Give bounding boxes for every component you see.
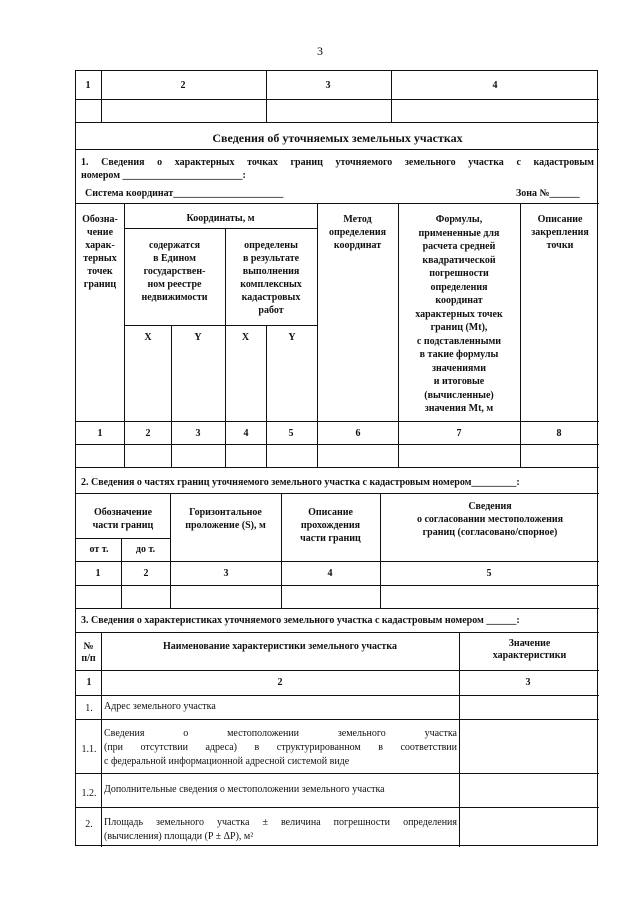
s2-heading: 2. Сведения о частях границ уточняемого земельного участка с кадастровым номером_________: bbox=[81, 477, 520, 488]
col-agreement: о согласовании местоположения bbox=[416, 514, 564, 525]
col-egrn: ном реестре bbox=[147, 279, 202, 290]
col-formulas: (вычисленные) bbox=[424, 389, 494, 401]
y-header: Y bbox=[288, 332, 296, 343]
cell-border bbox=[281, 493, 282, 608]
column-number: 5 bbox=[288, 428, 294, 439]
top-table-bottom bbox=[76, 122, 599, 123]
y-header: Y bbox=[194, 332, 202, 343]
page-number: 3 bbox=[317, 44, 323, 58]
col-complex-works: кадастровых bbox=[241, 292, 301, 303]
characteristic-text: Сведения о местоположении земельного участка bbox=[104, 728, 457, 739]
column-number: 1 bbox=[95, 568, 101, 579]
col-fixing: Описание bbox=[537, 214, 583, 225]
top-table-col-border bbox=[266, 71, 267, 122]
s2-nums-bottom bbox=[76, 585, 599, 586]
zone-field: Зона №______ bbox=[516, 188, 580, 199]
col-designation: чение bbox=[86, 227, 114, 238]
col-method: координат bbox=[333, 240, 382, 251]
col-characteristic-name: Наименование характеристики земельного участка bbox=[163, 641, 397, 652]
column-number: 1 bbox=[97, 428, 103, 439]
s3-row-border bbox=[76, 719, 599, 720]
col-agreement: Сведения bbox=[468, 501, 512, 512]
s3-heading: 3. Сведения о характеристиках уточняемого земельного участка с кадастровым номером ______: bbox=[81, 615, 520, 626]
col-passage: прохождения bbox=[300, 520, 361, 531]
coords-subheader-bottom bbox=[124, 325, 317, 326]
col-boundary-parts: Обозначение bbox=[93, 507, 153, 518]
s3-row-border bbox=[76, 807, 599, 808]
characteristic-text: Адрес земельного участка bbox=[104, 701, 216, 712]
col-designation: терных bbox=[83, 253, 117, 264]
col-formulas: и итоговые bbox=[433, 376, 485, 387]
row-number: 1.2. bbox=[81, 788, 97, 799]
top-table-divider bbox=[76, 99, 599, 100]
top-table-col-border bbox=[391, 71, 392, 122]
s1-nums-bottom bbox=[76, 444, 599, 445]
col-from-point: от т. bbox=[89, 544, 109, 555]
col-formulas: погрешности bbox=[429, 268, 489, 279]
col-egrn: в Едином bbox=[153, 253, 196, 264]
column-number: 4 bbox=[492, 80, 498, 91]
top-table-col-border bbox=[101, 71, 102, 122]
col-formulas: в такие формулы bbox=[419, 349, 499, 360]
col-formulas: расчета средней bbox=[422, 241, 496, 252]
col-item-number: № bbox=[83, 641, 94, 652]
row-number: 2. bbox=[85, 819, 93, 830]
column-number: 4 bbox=[327, 568, 333, 579]
row-number: 1. bbox=[85, 703, 93, 714]
col-characteristic-value: Значение bbox=[508, 638, 551, 649]
s2-header-bottom bbox=[76, 561, 599, 562]
s2-table-bottom bbox=[76, 608, 599, 609]
column-number: 2 bbox=[277, 677, 283, 688]
col-formulas: значениями bbox=[432, 362, 486, 374]
form-frame bbox=[75, 70, 598, 846]
cell-border bbox=[170, 493, 171, 608]
coords-header-bottom bbox=[124, 228, 317, 229]
column-number: 3 bbox=[223, 568, 229, 579]
column-number: 3 bbox=[525, 677, 531, 688]
col-formulas: координат bbox=[435, 295, 483, 306]
s1-heading: 1. Сведения о характерных точках границ уточняемого земельного участка с кадастровым bbox=[81, 157, 594, 168]
s2-table-top bbox=[76, 493, 599, 494]
parts-header-divider bbox=[76, 538, 170, 539]
col-egrn: недвижимости bbox=[141, 292, 208, 303]
column-number: 2 bbox=[180, 80, 186, 91]
col-designation: точек bbox=[87, 266, 113, 277]
col-complex-works: определены bbox=[244, 240, 298, 251]
cell-border bbox=[520, 203, 521, 467]
col-method: Метод bbox=[343, 214, 372, 225]
section-title-bottom bbox=[76, 149, 599, 150]
cell-border bbox=[398, 203, 399, 467]
cell-border bbox=[171, 325, 172, 467]
col-formulas: границ (Mt), bbox=[430, 322, 488, 333]
s3-row-border bbox=[76, 773, 599, 774]
characteristic-text: (при отсутствии адреса) в структурированном в соответствии bbox=[104, 742, 457, 753]
s3-header-bottom bbox=[76, 670, 599, 671]
col-formulas: с подставленными bbox=[416, 335, 502, 347]
coord-system-field: Система координат______________________ bbox=[85, 188, 284, 199]
column-number: 8 bbox=[556, 428, 562, 439]
col-boundary-parts: части границ bbox=[92, 520, 154, 531]
col-complex-works: работ bbox=[258, 305, 284, 316]
cell-border bbox=[124, 203, 125, 467]
column-number: 5 bbox=[486, 568, 492, 579]
col-to-point: до т. bbox=[135, 544, 156, 555]
column-number: 3 bbox=[325, 80, 331, 91]
column-number: 2 bbox=[143, 568, 149, 579]
cell-border bbox=[459, 632, 460, 847]
column-number: 1 bbox=[86, 677, 92, 688]
col-formulas: значения Mt, м bbox=[424, 403, 494, 414]
x-header: X bbox=[144, 332, 152, 343]
row-number: 1.1. bbox=[81, 744, 97, 755]
col-method: определения bbox=[328, 227, 387, 238]
col-fixing: точки bbox=[546, 240, 574, 251]
col-passage: части границ bbox=[300, 533, 361, 544]
col-characteristic-value: характеристики bbox=[492, 650, 567, 661]
col-formulas: примененные для bbox=[418, 227, 500, 239]
s3-table-top bbox=[76, 632, 599, 633]
column-number: 3 bbox=[195, 428, 201, 439]
col-formulas: характерных точек bbox=[415, 308, 503, 320]
column-number: 4 bbox=[243, 428, 249, 439]
col-complex-works: выполнения bbox=[242, 266, 300, 277]
col-designation: харак- bbox=[85, 240, 115, 251]
col-complex-works: в результате bbox=[242, 253, 300, 264]
characteristic-text: Площадь земельного участка ± величина погрешности определения bbox=[104, 817, 457, 828]
s3-nums-bottom bbox=[76, 695, 599, 696]
col-item-number: п/п bbox=[81, 653, 96, 664]
s1-heading-cadastral: номером ________________________: bbox=[81, 170, 246, 181]
col-formulas: определения bbox=[430, 281, 488, 293]
cell-border bbox=[266, 325, 267, 467]
characteristic-text: (вычисления) площади (P ± ΔP), м² bbox=[104, 831, 254, 842]
column-number: 2 bbox=[145, 428, 151, 439]
s1-table-bottom bbox=[76, 467, 599, 468]
col-coordinates: Координаты, м bbox=[186, 213, 255, 224]
characteristic-text: Дополнительные сведения о местоположении земельного участка bbox=[104, 784, 385, 795]
x-header: X bbox=[241, 332, 250, 343]
cell-border bbox=[101, 632, 102, 847]
col-egrn: содержатся bbox=[148, 240, 201, 251]
cell-border bbox=[317, 203, 318, 467]
col-agreement: границ (согласовано/спорное) bbox=[422, 527, 558, 538]
cell-border bbox=[380, 493, 381, 608]
section-title: Сведения об уточняемых земельных участках bbox=[212, 131, 463, 145]
col-horizontal-length: проложение (S), м bbox=[185, 520, 266, 531]
col-formulas: квадратической bbox=[422, 254, 496, 266]
characteristic-text: с федеральной информационной адресной системой виде bbox=[104, 756, 350, 767]
col-formulas: Формулы, bbox=[435, 214, 483, 225]
col-designation: границ bbox=[83, 279, 117, 290]
col-fixing: закрепления bbox=[531, 227, 589, 238]
col-horizontal-length: Горизонтальное bbox=[189, 507, 262, 518]
col-passage: Описание bbox=[308, 507, 353, 518]
column-number: 1 bbox=[85, 80, 91, 91]
col-egrn: государствен- bbox=[143, 266, 206, 277]
col-designation: Обозна- bbox=[82, 214, 118, 225]
column-number: 7 bbox=[456, 428, 462, 439]
col-complex-works: комплексных bbox=[240, 279, 302, 290]
column-number: 6 bbox=[355, 428, 361, 439]
s1-header-bottom bbox=[76, 421, 599, 422]
